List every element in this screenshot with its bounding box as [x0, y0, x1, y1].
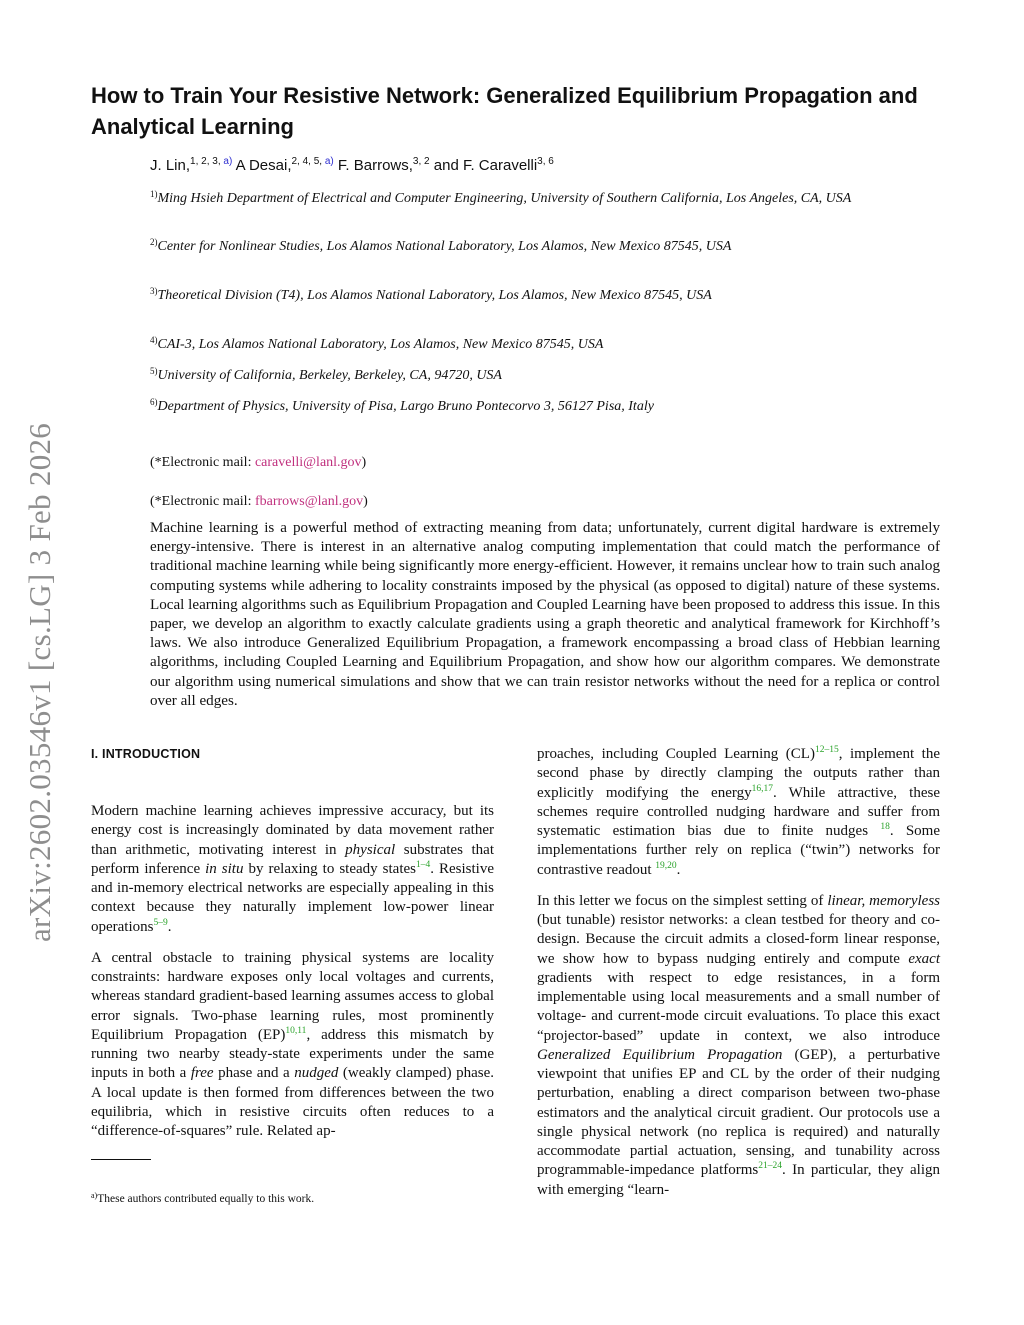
affiliation-3: $^{3)}$Theoretical Division (T4), Los Alamos National Laboratory, Los Alamos, New Mexico 87545, USA — [150, 286, 712, 303]
text-run: Modern machine learning achieves impressive accuracy, but its energy cost is increasingly dominated by data movement rather than arithmetic, motivating interest in — [91, 803, 494, 858]
text-run: , address this mismatch by running two nearby steady-state experiments under the same inputs in both a — [91, 1026, 495, 1082]
text-run: (GEP), a perturbative viewpoint that unifies EP and CL by the order of their nudging perturbation, enabling a direct comparison between two-phase estimators and the analytical circuit gradient. Our protocols use a single physical network (no replica is required) and naturally accommodate partial actuation, sensing, and tunability across programmable-impedance platforms — [537, 1046, 940, 1179]
affiliation-5: $^{5)}$University of California, Berkeley, Berkeley, CA, 94720, USA — [150, 366, 502, 383]
text-run: . — [676, 861, 681, 878]
emphasis: nudged — [294, 1065, 339, 1082]
email-link[interactable]: fbarrows@lanl.gov — [254, 494, 364, 509]
citation-link[interactable]: 5–9 — [153, 917, 168, 928]
author-name: A Desai, — [232, 157, 292, 174]
text-run: (but tunable) resistor networks: a clean testbed for theory and co-design. Because the circuit admits a closed-form linear response, we show how to bypass nudging entirely and compute — [537, 912, 940, 967]
paper-title: How to Train Your Resistive Network: Generalized Equilibrium Propagation and Analytical Learning — [91, 83, 918, 139]
affiliation-2: $^{2)}$Center for Nonlinear Studies, Los Alamos National Laboratory, Los Alamos, New Mexico 87545, USA — [150, 237, 732, 254]
text-run: In this letter we focus on the simplest setting of — [537, 892, 828, 909]
affiliation-1: $^{1)}$Ming Hsieh Department of Electrical and Computer Engineering, University of Southern California, Los Angeles, CA, USA — [150, 189, 852, 206]
text-run: , implement the second phase by directly clamping the outputs rather than explicitly modifying the energy — [537, 746, 940, 801]
citation-link[interactable]: 18 — [880, 822, 890, 832]
right-column — [537, 745, 940, 1212]
emphasis: physical — [345, 841, 396, 858]
text-run: substrates that perform inference — [91, 841, 494, 877]
author-name: F. Barrows, — [333, 157, 413, 174]
author-note-link[interactable]: a) — [220, 156, 233, 167]
author-affiliation-marks: 2, 4, 5, a) — [291, 156, 334, 167]
citation-link[interactable]: 10,11 — [285, 1025, 307, 1036]
author-affiliation-marks: 3, 2 — [412, 156, 430, 167]
emphasis: Generalized Equilibrium Propagation — [537, 1046, 783, 1063]
text-run: (weakly clamped) phase. A local update is then formed from differences between the two equilibria, which in resistive circuits often reduces to a “difference-of-squares” rule. Related ap- — [91, 1065, 494, 1139]
affiliation-6: $^{6)}$Department of Physics, University of Pisa, Largo Bruno Pontecorvo 3, 56127 Pisa, Italy — [150, 397, 654, 414]
citation-link[interactable]: 19,20 — [655, 860, 677, 871]
text-run: by relaxing to steady states — [243, 860, 416, 877]
author-affiliation-marks: 1, 2, 3, a) — [190, 156, 233, 167]
paragraph — [537, 892, 940, 1200]
text-run: . Resistive and in-memory electrical networks are especially appealing in this context because they naturally implement low-power linear operations — [91, 860, 495, 935]
paragraph — [537, 745, 940, 880]
text-run: A central obstacle to training physical systems are locality constraints: hardware exposes only local voltages and currents, whereas standard gradient-based learning assumes access to global error signals. Two-phase learning rules, most prominently Equilibrium Propagation (EP) — [91, 949, 494, 1043]
author-list — [150, 155, 950, 177]
text-run: . While attractive, these schemes require controlled nudging hardware and suffer from systematic estimation bias due to finite nudges — [537, 784, 941, 839]
paragraph — [91, 949, 494, 1142]
footnote-divider — [91, 1159, 151, 1160]
text-run: . In particular, they align with emerging “learn- — [537, 1162, 940, 1198]
footnote: $^{a)}$These authors contributed equally to this work. — [91, 1191, 315, 1205]
contact-email-1: (*Electronic mail: caravelli@lanl.gov) — [150, 455, 367, 470]
contact-email-2: (*Electronic mail: fbarrows@lanl.gov) — [150, 494, 368, 509]
author-name: J. Lin, — [150, 157, 191, 174]
citation-link[interactable]: 1–4 — [416, 859, 431, 870]
citation-link[interactable]: 12–15 — [814, 745, 839, 755]
emphasis: free — [190, 1065, 214, 1082]
affiliation-4: $^{4)}$CAI-3, Los Alamos National Laboratory, Los Alamos, New Mexico 87545, USA — [150, 335, 604, 352]
left-column — [91, 802, 494, 1153]
paragraph — [91, 802, 494, 937]
emphasis: in situ — [205, 860, 244, 877]
section-heading-introduction: I. INTRODUCTION — [91, 747, 201, 761]
text-run: phase and a — [213, 1065, 295, 1082]
email-link[interactable]: caravelli@lanl.gov — [254, 455, 362, 470]
text-run: gradients with respect to edge resistances, in a form implementable using local measurements and a small number of voltage- and current-mode circuit evaluations. To place this exact “projector-based” update in context, we also introduce — [537, 969, 940, 1044]
text-run: . Some implementations further rely on replica (“twin”) networks for contrastive readout — [537, 823, 940, 878]
abstract: Machine learning is a powerful method of extracting meaning from data; unfortunately, current digital hardware is extremely energy-intensive. There is interest in an alternative analog computing implementation that could match the performance of traditional machine learning while being significantly more energy-efficient. However, it remains unclear how to train such analog computing systems while adhering to locality constraints imposed by the physical (as opposed to digital) nature of these systems. Local learning algorithms such as Equilibrium Propagation and Coupled Learning have been proposed to address this issue. In this paper, we develop an algorithm to exactly calculate gradients using a graph theoretic and analytical framework for Kirchhoff’s laws. We also introduce Generalized Equilibrium Propagation, a framework encompassing a broad class of Hebbian learning algorithms, including Coupled Learning and Equilibrium Propagation, and show how our algorithm compares. We demonstrate our algorithm using numerical simulations and show that we can train resistor networks without the need for a replica or control over all edges. — [150, 520, 940, 709]
citation-link[interactable]: 21–24 — [758, 1161, 782, 1172]
citation-link[interactable]: 16,17 — [751, 783, 773, 794]
author-name: and F. Caravelli — [429, 157, 538, 174]
author-affiliation-marks: 3, 6 — [537, 156, 554, 167]
text-run: proaches, including Coupled Learning (CL) — [537, 746, 815, 762]
emphasis: exact — [908, 950, 940, 967]
emphasis: linear, memoryless — [827, 892, 940, 909]
author-note-link[interactable]: a) — [322, 156, 334, 167]
text-run: . — [167, 918, 172, 935]
arxiv-identifier-stamp: arXiv:2602.03546v1 [cs.LG] 3 Feb 2026 — [22, 422, 57, 942]
